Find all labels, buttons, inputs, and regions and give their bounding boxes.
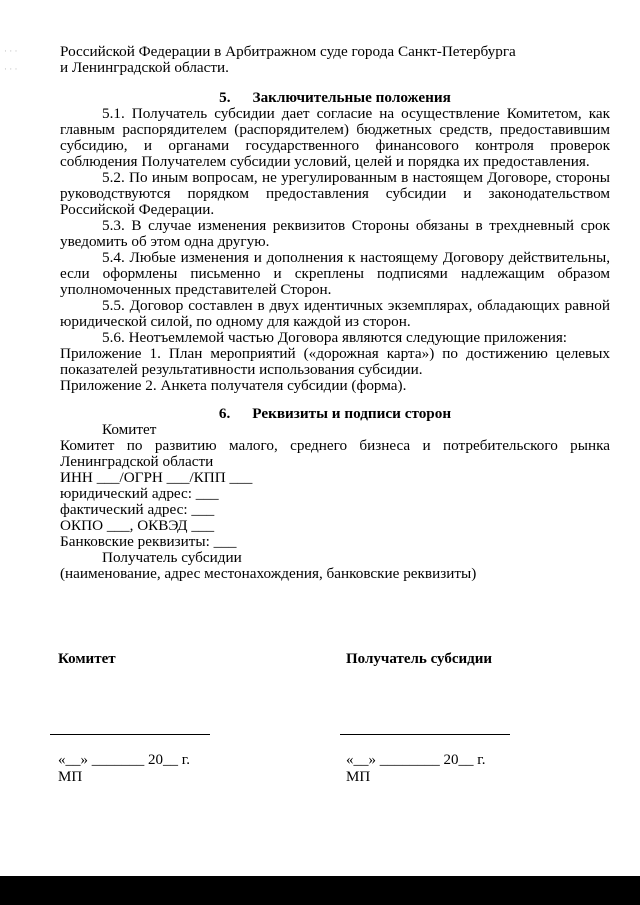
signature-title-right: Получатель субсидии	[346, 651, 493, 667]
appendix-item: Приложение 1. План мероприятий («дорожная карта») по достижению целевых показателей результативности использования субсидии.	[60, 345, 610, 378]
committee-name: Комитет по развитию малого, среднего бизнеса и потребительского рынка Ленинградской области	[60, 437, 610, 470]
section-title: Реквизиты и подписи сторон	[252, 405, 452, 422]
paragraph: 5.6. Неотъемлемой частью Договора являются следующие приложения:	[102, 329, 568, 346]
signature-date-right: «__» ________ 20__ г.	[346, 752, 486, 768]
document-page	[60, 44, 610, 582]
section-title: Заключительные положения	[252, 89, 451, 106]
paragraph: и Ленинградской области.	[60, 59, 229, 76]
requisite-line: фактический адрес: ___	[60, 501, 215, 518]
signature-line-right	[340, 734, 510, 735]
party-label: Получатель субсидии	[102, 549, 242, 566]
requisite-line: ИНН ___/ОГРН ___/КПП ___	[60, 469, 253, 486]
signature-title-left: Комитет	[58, 651, 116, 667]
stamp-label-right: МП	[346, 769, 371, 785]
signature-date-left: «__» _______ 20__ г.	[58, 752, 190, 768]
paragraph: 5.4. Любые изменения и дополнения к настоящему Договору действительны, если оформлены письменно и скреплены подписями надлежащим образом уполномоченных представителей Сторон.	[60, 249, 610, 298]
scan-artifact: · · ·	[4, 46, 18, 56]
scan-artifact: · · ·	[4, 64, 18, 74]
section-heading	[60, 90, 610, 106]
recipient-note: (наименование, адрес местонахождения, банковские реквизиты)	[60, 565, 477, 582]
paragraph: 5.5. Договор составлен в двух идентичных экземплярах, обладающих равной юридической силой, по одному для каждой из сторон.	[60, 297, 610, 330]
signature-line-left	[50, 734, 210, 735]
section-number: 5.	[219, 89, 231, 106]
paragraph: 5.2. По иным вопросам, не урегулированным в настоящем Договоре, стороны руководствуются порядком предоставления субсидии и законодательством Российской Федерации.	[60, 169, 610, 218]
requisite-line: ОКПО ___, ОКВЭД ___	[60, 517, 215, 534]
appendix-item: Приложение 2. Анкета получателя субсидии (форма).	[60, 377, 407, 394]
stamp-label-left: МП	[58, 769, 83, 785]
section-number: 6.	[218, 405, 231, 422]
scan-border	[0, 876, 640, 905]
requisite-line: юридический адрес: ___	[60, 485, 219, 502]
paragraph: Российской Федерации в Арбитражном суде города Санкт-Петербурга	[60, 43, 516, 60]
section-heading	[60, 406, 610, 422]
paragraph: 5.1. Получатель субсидии дает согласие на осуществление Комитетом, как главным распорядителем (распорядителем) бюджетных средств, предоставившим субсидию, и органами государственного финансового контроля проверок соблюдения Получателем субсидии условий, целей и порядка их предоставления.	[60, 105, 610, 170]
party-label: Комитет	[102, 421, 157, 438]
requisite-line: Банковские реквизиты: ___	[60, 533, 237, 550]
paragraph: 5.3. В случае изменения реквизитов Стороны обязаны в трехдневный срок уведомить об этом одна другую.	[60, 217, 610, 250]
